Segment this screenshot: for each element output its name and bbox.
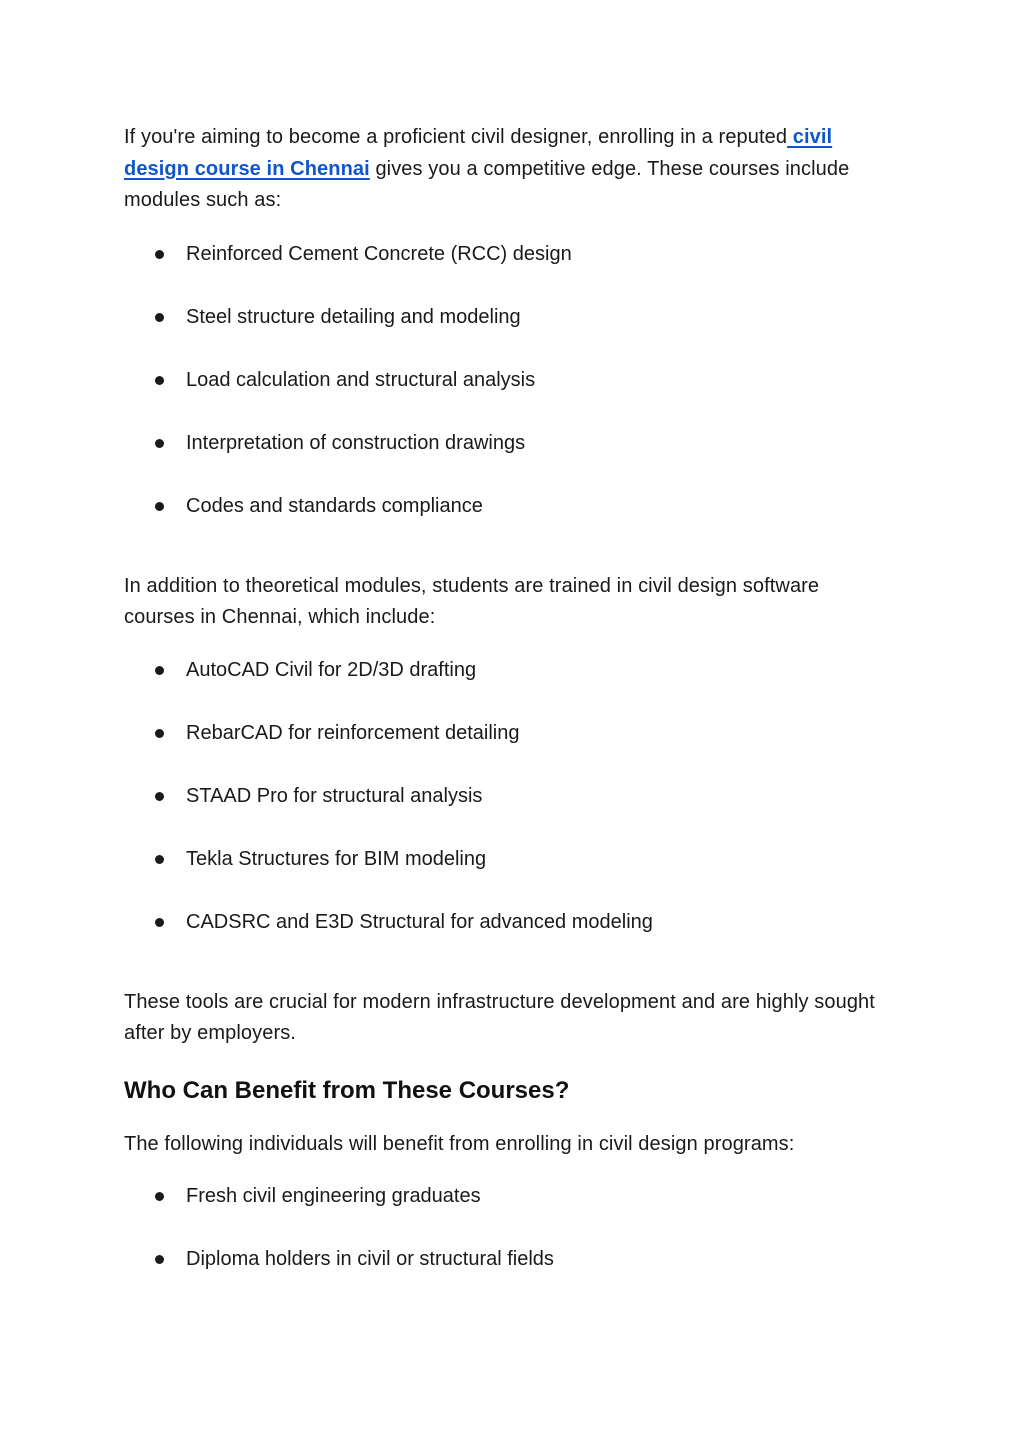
list-item: [124, 239, 894, 269]
list-item-text: CADSRC and E3D Structural for advanced modeling: [186, 910, 653, 933]
list-item: [124, 781, 894, 811]
list-item-text: RebarCAD for reinforcement detailing: [186, 721, 520, 744]
bullet-icon: [155, 666, 164, 675]
benefit-intro-paragraph: The following individuals will benefit from enrolling in civil design programs:: [124, 1132, 795, 1155]
bullet-icon: [155, 439, 164, 448]
list-item-text: STAAD Pro for structural analysis: [186, 784, 483, 807]
list-item: [124, 491, 894, 521]
bullet-icon: [155, 918, 164, 927]
list-item: [124, 907, 894, 937]
bullet-icon: [155, 1192, 164, 1201]
list-item-text: Codes and standards compliance: [186, 494, 483, 517]
tools-note-paragraph: These tools are crucial for modern infrastructure development and are highly sought after by employers.: [124, 990, 875, 1044]
intro-text-after-link: gives you a competitive edge. These courses include modules such as:: [124, 157, 850, 211]
list-item: [124, 844, 894, 874]
bullet-icon: [155, 376, 164, 385]
list-item: [124, 718, 894, 748]
software-list: [124, 655, 894, 937]
benefit-heading: Who Can Benefit from These Courses?: [124, 1076, 570, 1104]
list-item: [124, 302, 894, 332]
list-item-text: Diploma holders in civil or structural fields: [186, 1248, 554, 1270]
list-item-text: Fresh civil engineering graduates: [186, 1185, 481, 1207]
bullet-icon: [155, 502, 164, 511]
list-item-text: Tekla Structures for BIM modeling: [186, 847, 487, 870]
civil-design-course-link[interactable]: civil design course in Chennai: [124, 126, 833, 180]
bullet-icon: [155, 792, 164, 801]
list-item-text: AutoCAD Civil for 2D/3D drafting: [186, 658, 477, 681]
list-item-text: Interpretation of construction drawings: [186, 431, 526, 454]
beneficiaries-list: [124, 1181, 894, 1274]
bullet-icon: [155, 855, 164, 864]
list-item-text: Reinforced Cement Concrete (RCC) design: [186, 242, 572, 265]
list-item: [124, 428, 894, 458]
bullet-icon: [155, 1255, 164, 1264]
list-item-text: Load calculation and structural analysis: [186, 368, 536, 391]
list-item: [124, 655, 894, 685]
software-intro-paragraph: In addition to theoretical modules, students are trained in civil design software courses in Chennai, which include:: [124, 574, 820, 628]
list-item: [124, 1181, 894, 1211]
list-item: [124, 1244, 894, 1274]
bullet-icon: [155, 313, 164, 322]
intro-text-before-link: If you're aiming to become a proficient civil designer, enrolling in a reputed: [124, 126, 788, 148]
bullet-icon: [155, 729, 164, 738]
modules-list: [124, 239, 894, 521]
bullet-icon: [155, 250, 164, 259]
intro-paragraph: [124, 122, 894, 217]
list-item-text: Steel structure detailing and modeling: [186, 305, 521, 328]
list-item: [124, 365, 894, 395]
